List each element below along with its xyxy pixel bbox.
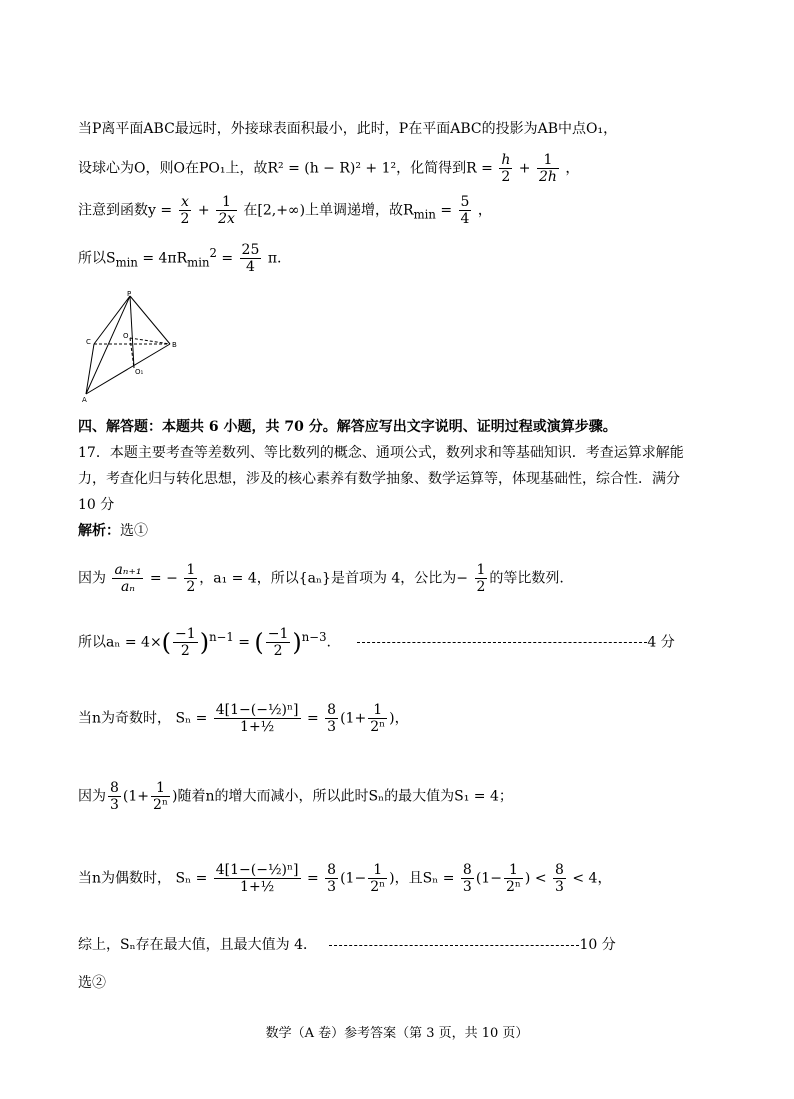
fraction: $\frac{8}{3}$ [555, 862, 564, 895]
plus: + [197, 202, 210, 219]
q17-line-1: 17．本题主要考查等差数列、等比数列的概念、通项公式，数列求和等基础知识．考查运算求解能 [78, 445, 684, 461]
fraction: $\frac{1}{2}$ [476, 562, 486, 595]
math-line-2: 所以aₙ = 4×( $\frac{-1}{2}$ )$^{n-1}$ = ( $\frac{-1}{2}$ )$^{n-3}$. 4 分 [78, 626, 675, 659]
section-heading: 四、解答题：本题共 6 小题，共 70 分。解答应写出文字说明、证明过程或演算步骤。 [78, 419, 617, 435]
label-O: O [123, 332, 129, 340]
math-line-7: 选② [78, 975, 106, 991]
text: 设球心为O，则O在PO₁上，故R² = (h − R)² + 1²，化简得到R = [78, 160, 493, 177]
jiexi-line [78, 520, 148, 540]
solution-line-1 [78, 118, 617, 138]
fraction: $\frac{-1}{2}$ [267, 626, 289, 659]
label-O1: O₁ [135, 368, 144, 376]
score: 10 分 [579, 937, 616, 953]
fraction: $\frac{8}{3}$ [110, 780, 119, 813]
fraction: $\frac{8}{3}$ [462, 862, 472, 895]
subscript: min [187, 255, 210, 270]
math-line-5: 当n为偶数时， Sₙ = $\frac{\text{4[1−(−½)ⁿ]}}{\text{1+½}}$ = $\frac{8}{3}$ (1− $\frac{1}{\text{2ⁿ}}$ )，且Sₙ = $\frac{8}{3}$ (1− $\frac{1}{\text{2ⁿ}}$ ) < $\frac{8}{3}$ < 4， [78, 862, 612, 895]
text: 所以S [78, 250, 116, 267]
text: 在[2,+∞)上单调递增，故R [243, 202, 414, 219]
fraction: $\frac{5}{4}$ [460, 194, 470, 227]
label-B: B [172, 341, 177, 349]
fraction: $\frac{-1}{2}$ [175, 626, 196, 659]
fraction: $\frac{h}{2}$ [501, 152, 511, 185]
tetrahedron-figure [82, 288, 192, 404]
equals: = [435, 202, 457, 219]
punct: ， [477, 202, 492, 219]
superscript: 2 [209, 245, 217, 260]
jiexi-choice: 选① [120, 523, 148, 539]
fraction: $\frac{1}{2h}$ [538, 152, 557, 185]
fraction: $\frac{8}{3}$ [327, 702, 337, 735]
label-A: A [82, 396, 87, 404]
label-P: P [127, 290, 132, 298]
score: 4 分 [647, 634, 675, 651]
fraction: $\frac{1}{2x}$ [218, 194, 235, 227]
fraction: $\frac{1}{\text{2ⁿ}}$ [370, 702, 386, 735]
jiexi-label: 解析： [78, 523, 120, 539]
dashed-leader [357, 642, 647, 643]
fraction: $\frac{1}{\text{2ⁿ}}$ [153, 780, 168, 813]
fraction: $\frac{\text{4[1−(−½)ⁿ]}}{\text{1+½}}$ [215, 702, 299, 735]
text: = 4πR [137, 250, 188, 267]
text: π. [267, 250, 282, 267]
fraction: $\frac{1}{\text{2ⁿ}}$ [505, 862, 521, 895]
plus: + [518, 160, 531, 177]
subscript: min [413, 207, 436, 222]
solution-line-4 [78, 242, 281, 275]
text: 当P离平面ABC最远时，外接球表面积最小，此时，P在平面ABC的投影为AB中点O₁， [78, 121, 618, 137]
punct: ， [565, 160, 580, 177]
fraction: $\frac{25}{4}$ [241, 242, 260, 275]
fraction: $\frac{1}{2}$ [186, 562, 196, 595]
fraction: $\frac{1}{\text{2ⁿ}}$ [370, 862, 386, 895]
page-footer: 数学（A 卷）参考答案（第 3 页，共 10 页） [265, 1026, 529, 1041]
fraction: $\frac{8}{3}$ [327, 862, 337, 895]
fraction: $\frac{\text{aₙ₊₁}}{\text{aₙ}}$ [114, 562, 142, 595]
math-line-6: 综上，Sₙ存在最大值，且最大值为 4． 10 分 [78, 937, 616, 953]
fraction: $\frac{x}{2}$ [180, 194, 190, 227]
q17-line-3: 10 分 [78, 497, 115, 513]
dashed-leader [329, 945, 579, 946]
text: 注意到函数y = [78, 202, 173, 219]
math-line-3: 当n为奇数时， Sₙ = $\frac{\text{4[1−(−½)ⁿ]}}{\text{1+½}}$ = $\frac{8}{3}$ (1+ $\frac{1}{\text{2ⁿ}}$ )， [78, 702, 409, 735]
q17-line-2: 力，考查化归与转化思想，涉及的核心素养有数学抽象、数学运算等，体现基础性，综合性．满分 [78, 471, 680, 487]
subscript: min [115, 255, 138, 270]
fraction: $\frac{\text{4[1−(−½)ⁿ]}}{\text{1+½}}$ [215, 862, 299, 895]
label-C: C [86, 338, 91, 346]
equals: = [216, 250, 238, 267]
solution-line-3 [78, 194, 492, 227]
solution-line-2 [78, 152, 579, 185]
figure-lines [86, 296, 170, 394]
math-line-1: 因为 $\frac{\text{aₙ₊₁}}{\text{aₙ}}$ = − $\frac{1}{2}$ ，a₁ = 4，所以{aₙ}是首项为 4，公比为− $\frac{1}{2}$ 的等比数列. [78, 562, 564, 595]
math-line-4: 因为 $\frac{8}{3}$ (1+ $\frac{1}{\text{2ⁿ}}$ )随着n的增大而减小，所以此时Sₙ的最大值为S₁ = 4； [78, 780, 513, 813]
